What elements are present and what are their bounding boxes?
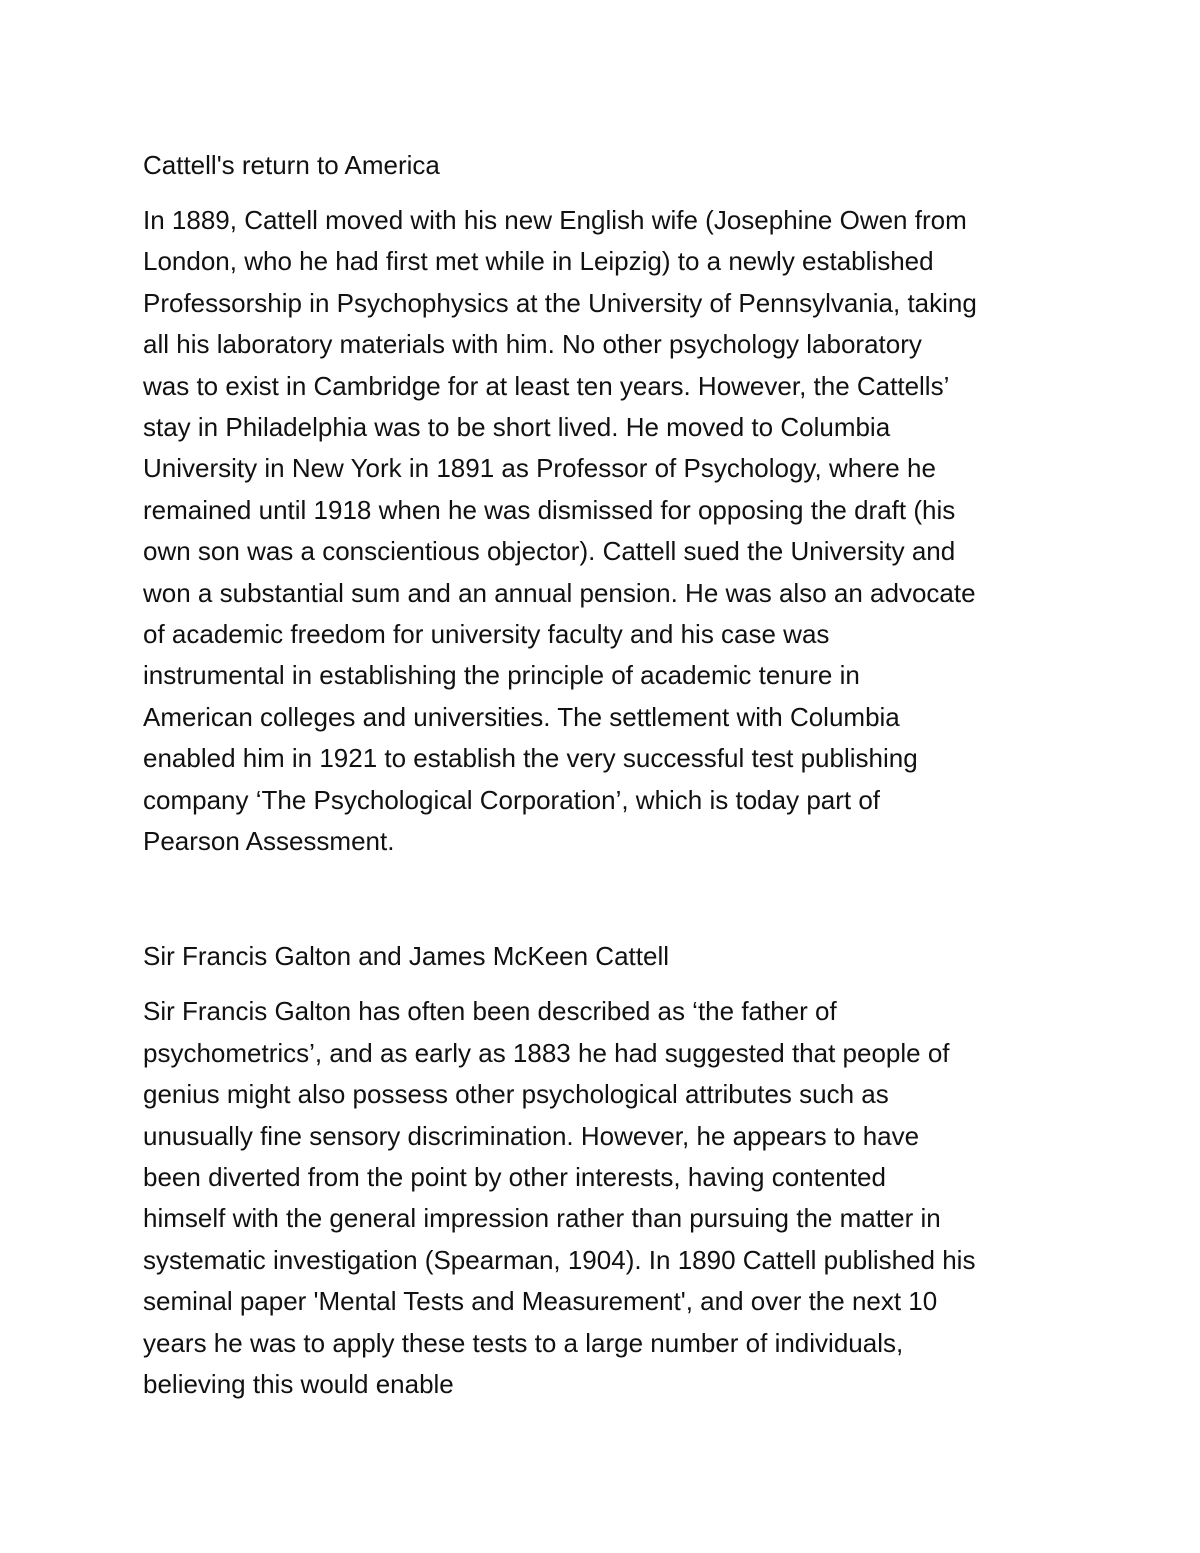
paragraph-line: London, who he had first met while in Leipzig) to a newly established	[143, 246, 934, 276]
paragraph-line: remained until 1918 when he was dismissed for opposing the draft (his	[143, 495, 956, 525]
paragraph-line: Professorship in Psychophysics at the University of Pennsylvania, taking	[143, 288, 977, 318]
paragraph-line: systematic investigation (Spearman, 1904). In 1890 Cattell published his	[143, 1245, 976, 1275]
paragraph-line: Pearson Assessment.	[143, 826, 395, 856]
paragraph-line: American colleges and universities. The settlement with Columbia	[143, 702, 900, 732]
paragraph-line: genius might also possess other psychological attributes such as	[143, 1079, 889, 1109]
document-page	[143, 0, 1063, 1553]
paragraph-line: unusually fine sensory discrimination. However, he appears to have	[143, 1121, 920, 1151]
paragraph-line: won a substantial sum and an annual pension. He was also an advocate	[143, 578, 976, 608]
section-heading: Sir Francis Galton and James McKeen Cattell	[143, 941, 669, 971]
paragraph-line: enabled him in 1921 to establish the very successful test publishing	[143, 743, 918, 773]
paragraph-line: In 1889, Cattell moved with his new English wife (Josephine Owen from	[143, 205, 967, 235]
paragraph-line: psychometrics’, and as early as 1883 he had suggested that people of	[143, 1038, 950, 1068]
section-heading: Cattell's return to America	[143, 150, 440, 180]
paragraph-line: instrumental in establishing the principle of academic tenure in	[143, 660, 860, 690]
paragraph-line: stay in Philadelphia was to be short lived. He moved to Columbia	[143, 412, 891, 442]
paragraph-line: himself with the general impression rather than pursuing the matter in	[143, 1203, 941, 1233]
paragraph-line: all his laboratory materials with him. No other psychology laboratory	[143, 329, 922, 359]
paragraph-line: Sir Francis Galton has often been described as ‘the father of	[143, 996, 837, 1026]
paragraph-line: been diverted from the point by other interests, having contented	[143, 1162, 886, 1192]
paragraph-line: University in New York in 1891 as Professor of Psychology, where he	[143, 453, 936, 483]
paragraph-line: was to exist in Cambridge for at least ten years. However, the Cattells’	[143, 371, 950, 401]
paragraph-line: own son was a conscientious objector). Cattell sued the University and	[143, 536, 956, 566]
paragraph-line: believing this would enable	[143, 1369, 454, 1399]
paragraph-line: years he was to apply these tests to a large number of individuals,	[143, 1328, 904, 1358]
paragraph-line: seminal paper 'Mental Tests and Measurement', and over the next 10	[143, 1286, 938, 1316]
paragraph-line: of academic freedom for university faculty and his case was	[143, 619, 830, 649]
paragraph-line: company ‘The Psychological Corporation’, which is today part of	[143, 785, 881, 815]
